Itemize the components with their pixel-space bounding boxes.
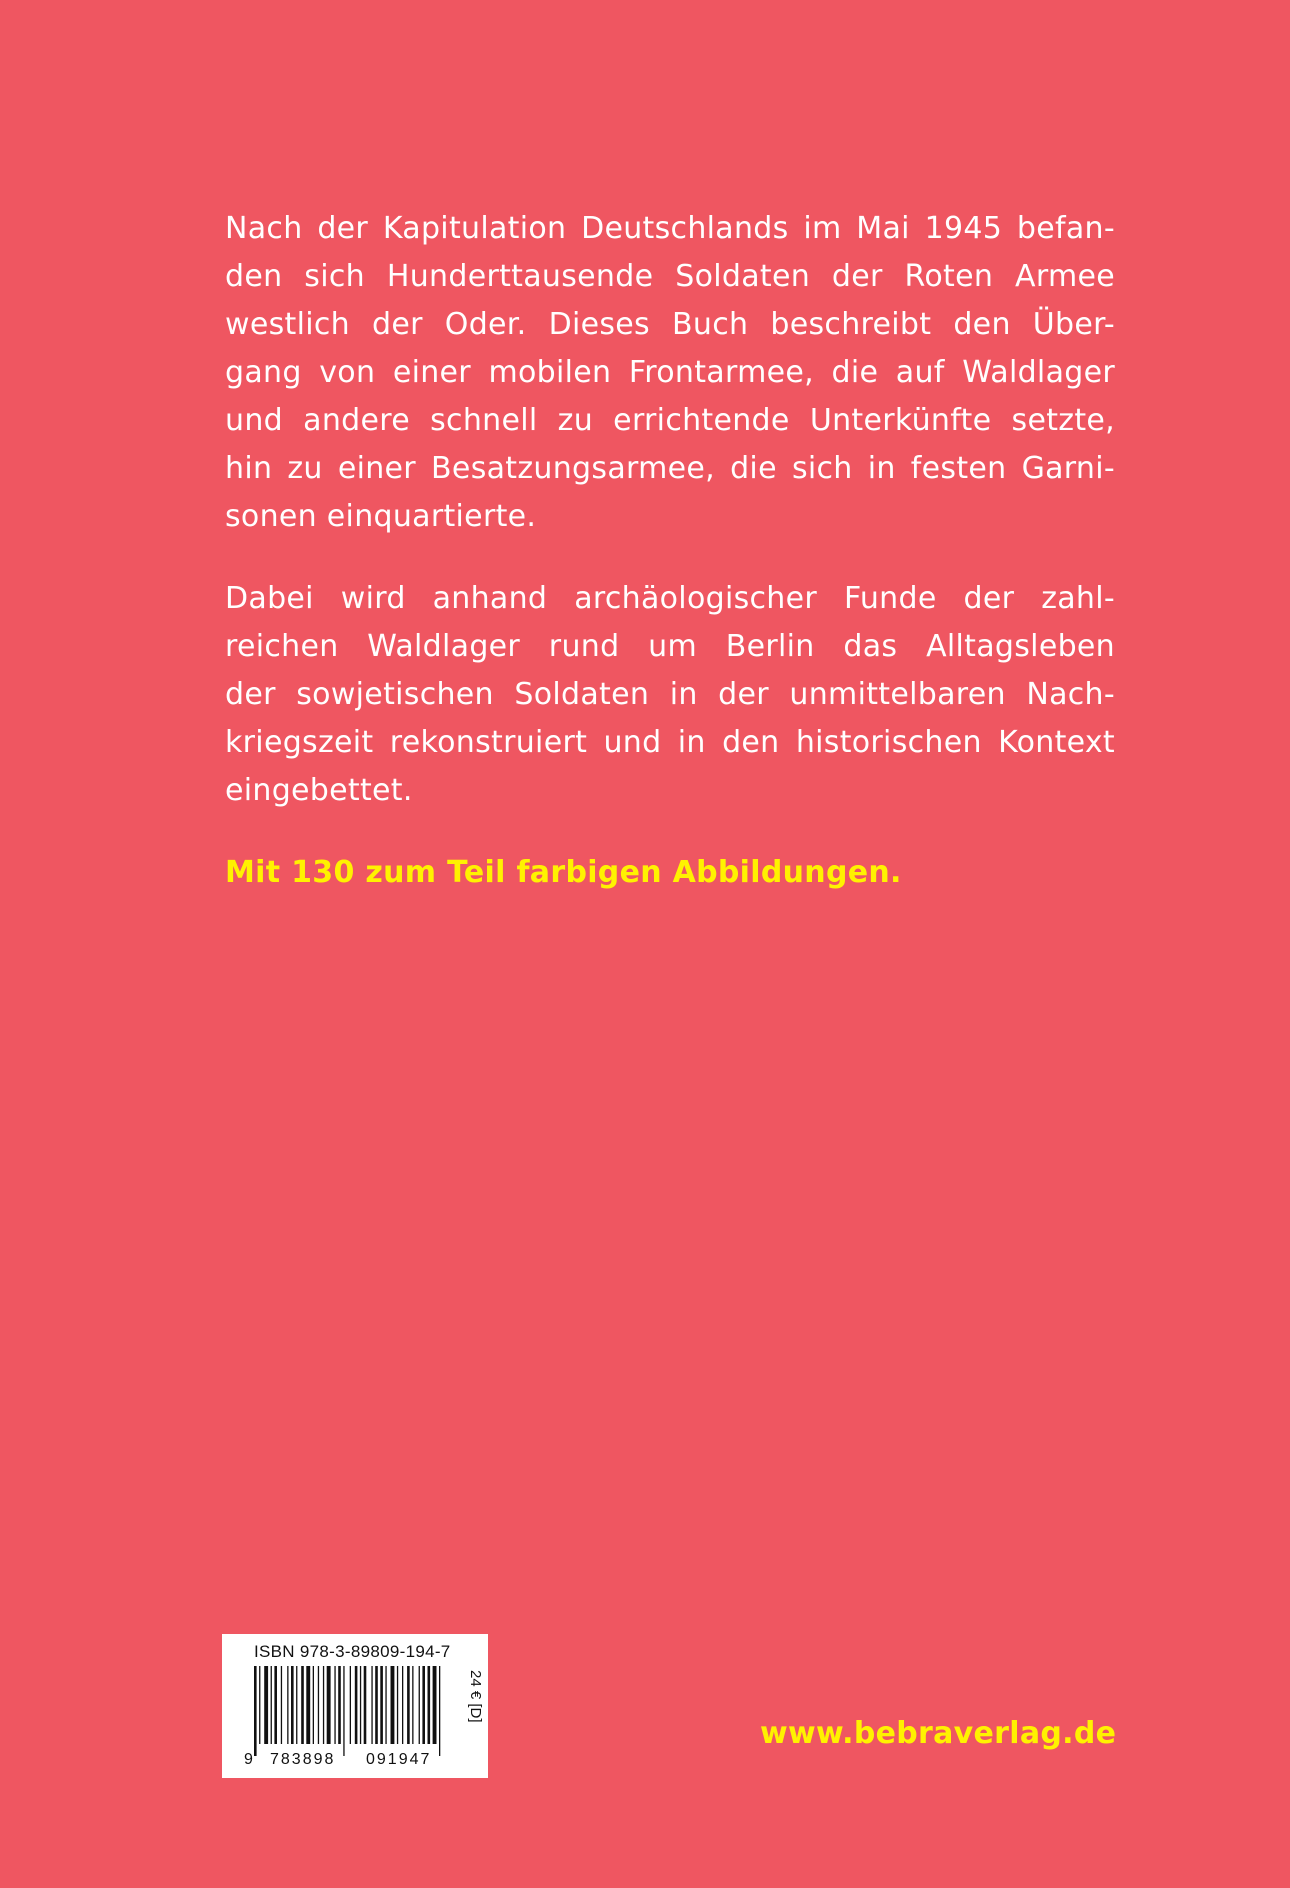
barcode-bar <box>380 1666 383 1744</box>
price-label: 24 € [D] <box>467 1670 484 1723</box>
barcode-bar <box>338 1666 341 1744</box>
barcode-bar <box>407 1666 410 1744</box>
blurb-line: den sich Hunderttausende Soldaten der Roten Armee <box>225 259 1115 294</box>
barcode-bar <box>259 1666 260 1744</box>
blurb-line: eingebettet. <box>225 773 413 808</box>
barcode-bar <box>364 1666 367 1744</box>
barcode-bar <box>350 1666 351 1744</box>
barcode-bar <box>264 1666 268 1744</box>
barcode-bar <box>428 1666 431 1744</box>
blurb-paragraph-1 <box>225 205 1115 541</box>
blurb-line: westlich der Oder. Dieses Buch beschreibt den Über- <box>225 307 1115 342</box>
barcode-bar <box>391 1666 395 1744</box>
barcode-bar <box>385 1666 386 1744</box>
blurb-line: der sowjetischen Soldaten in der unmittelbaren Nach- <box>225 677 1115 712</box>
blurb <box>225 205 1115 897</box>
barcode-bar <box>412 1666 413 1744</box>
barcode-bar <box>296 1666 297 1744</box>
barcode-bar <box>433 1666 437 1744</box>
barcode-bars <box>244 1666 454 1766</box>
barcode-bar <box>371 1666 372 1744</box>
blurb-line: kriegszeit rekonstruiert und in den historischen Kontext <box>225 725 1115 760</box>
barcode-bar <box>419 1666 420 1744</box>
barcode-bar <box>422 1666 425 1744</box>
blurb-line: und andere schnell zu errichtende Unterkünfte setzte, <box>225 403 1115 438</box>
barcode-bar <box>291 1666 294 1744</box>
barcode-bar <box>402 1666 403 1744</box>
blurb-line: reichen Waldlager rund um Berlin das Alltagsleben <box>225 629 1115 664</box>
blurb-line: Dabei wird anhand archäologischer Funde der zahl- <box>225 581 1115 616</box>
barcode-bar <box>271 1666 272 1744</box>
barcode-bar <box>439 1666 440 1756</box>
barcode-bar <box>306 1666 310 1744</box>
barcode-bar <box>274 1666 277 1744</box>
barcode-bar <box>327 1666 331 1744</box>
blurb-line: hin zu einer Besatzungsarmee, die sich in festen Garni- <box>225 451 1115 486</box>
barcode-digits-middle: 783898 <box>270 1751 336 1766</box>
barcode-bar <box>355 1666 358 1744</box>
barcode-bar <box>281 1666 282 1744</box>
barcode-bar <box>323 1666 324 1744</box>
barcode-bar <box>397 1666 398 1744</box>
blurb-line: sonen einquartierte. <box>225 499 537 534</box>
blurb-paragraph-2 <box>225 575 1115 815</box>
barcode-digits-right: 091947 <box>366 1751 432 1766</box>
barcode-bar <box>360 1666 361 1744</box>
publisher-url[interactable]: www.bebraverlag.de <box>760 1716 1117 1751</box>
barcode-bar <box>254 1666 257 1756</box>
barcode-bar <box>334 1666 335 1744</box>
barcode-bar <box>301 1666 304 1744</box>
barcode-bar <box>313 1666 314 1744</box>
blurb-line: Nach der Kapitulation Deutschlands im Mai 1945 befan- <box>225 211 1115 246</box>
isbn-barcode <box>222 1634 488 1778</box>
barcode-bar <box>287 1666 288 1744</box>
illustrations-note: Mit 130 zum Teil farbigen Abbildungen. <box>225 855 902 890</box>
barcode-digit-left: 9 <box>244 1751 253 1766</box>
blurb-line: gang von einer mobilen Frontarmee, die auf Waldlager <box>225 355 1115 390</box>
barcode-bar <box>375 1666 378 1744</box>
barcode-bar <box>318 1666 319 1744</box>
barcode-bar <box>343 1666 344 1756</box>
isbn-number: ISBN 978-3-89809-194-7 <box>254 1642 451 1661</box>
